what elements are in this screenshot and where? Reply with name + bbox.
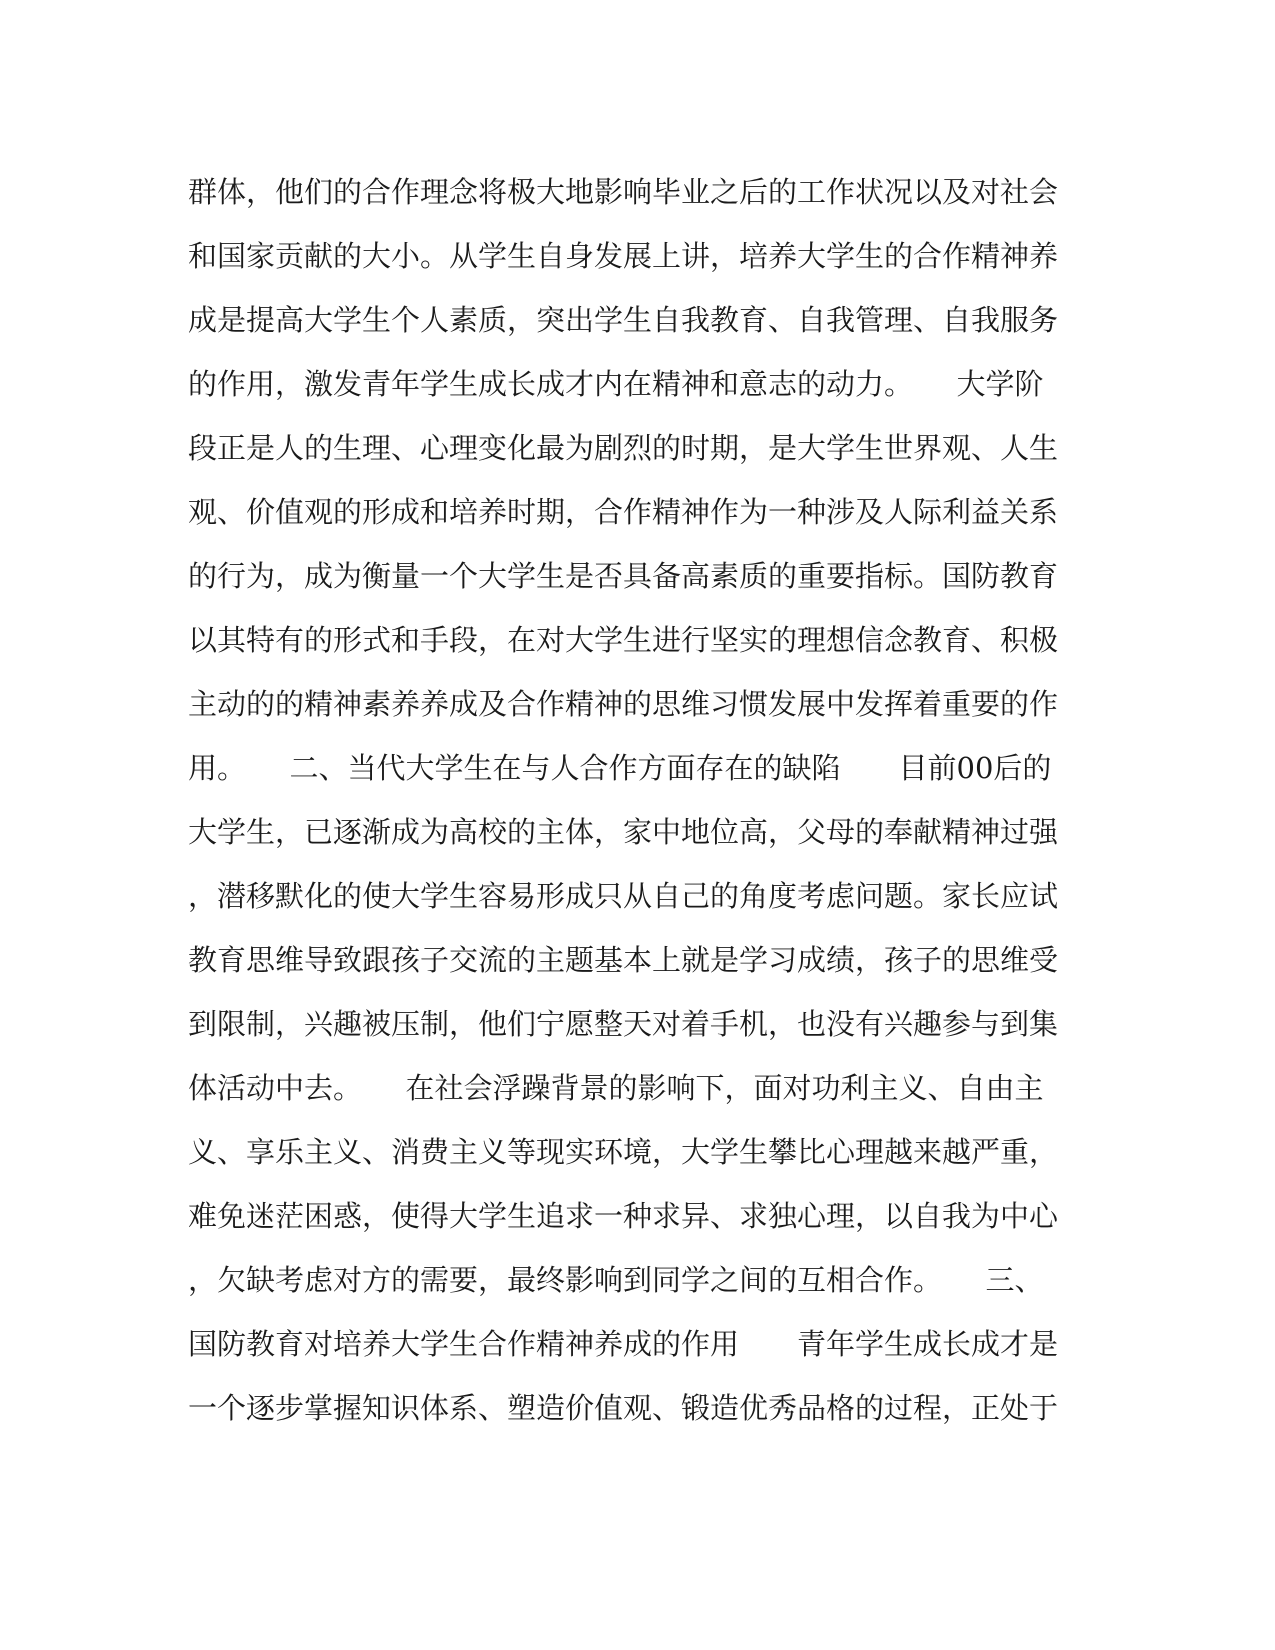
text-line: ，欠缺考虑对方的需要，最终影响到同学之间的互相合作。 三、 xyxy=(188,1263,1044,1297)
text-line: 用。 二、当代大学生在与人合作方面存在的缺陷 目前00后的 xyxy=(188,751,1052,785)
text-line: 的作用，激发青年学生成长成才内在精神和意志的动力。 大学阶 xyxy=(188,367,1044,401)
text-line: ，潜移默化的使大学生容易形成只从自己的角度考虑问题。家长应试 xyxy=(188,879,1059,913)
text-line: 和国家贡献的大小。从学生自身发展上讲，培养大学生的合作精神养 xyxy=(188,239,1059,273)
text-line: 段正是人的生理、心理变化最为剧烈的时期，是大学生世界观、人生 xyxy=(188,431,1059,465)
text-line: 成是提高大学生个人素质，突出学生自我教育、自我管理、自我服务 xyxy=(188,303,1059,337)
text-line: 一个逐步掌握知识体系、塑造价值观、锻造优秀品格的过程，正处于 xyxy=(188,1391,1059,1425)
text-line: 国防教育对培养大学生合作精神养成的作用 青年学生成长成才是 xyxy=(188,1327,1059,1361)
text-line: 义、享乐主义、消费主义等现实环境，大学生攀比心理越来越严重， xyxy=(188,1135,1059,1169)
body-text xyxy=(188,160,1088,1440)
text-line: 大学生，已逐渐成为高校的主体，家中地位高，父母的奉献精神过强 xyxy=(188,815,1059,849)
text-line: 主动的的精神素养养成及合作精神的思维习惯发展中发挥着重要的作 xyxy=(188,687,1059,721)
text-line: 体活动中去。 在社会浮躁背景的影响下，面对功利主义、自由主 xyxy=(188,1071,1044,1105)
text-line: 以其特有的形式和手段，在对大学生进行坚实的理想信念教育、积极 xyxy=(188,623,1059,657)
text-line: 群体，他们的合作理念将极大地影响毕业之后的工作状况以及对社会 xyxy=(188,175,1059,209)
text-line: 难免迷茫困惑，使得大学生追求一种求异、求独心理，以自我为中心 xyxy=(188,1199,1059,1233)
text-line: 观、价值观的形成和培养时期，合作精神作为一种涉及人际利益关系 xyxy=(188,495,1059,529)
text-line: 的行为，成为衡量一个大学生是否具备高素质的重要指标。国防教育 xyxy=(188,559,1059,593)
text-line: 到限制，兴趣被压制，他们宁愿整天对着手机，也没有兴趣参与到集 xyxy=(188,1007,1059,1041)
text-line: 教育思维导致跟孩子交流的主题基本上就是学习成绩，孩子的思维受 xyxy=(188,943,1059,977)
